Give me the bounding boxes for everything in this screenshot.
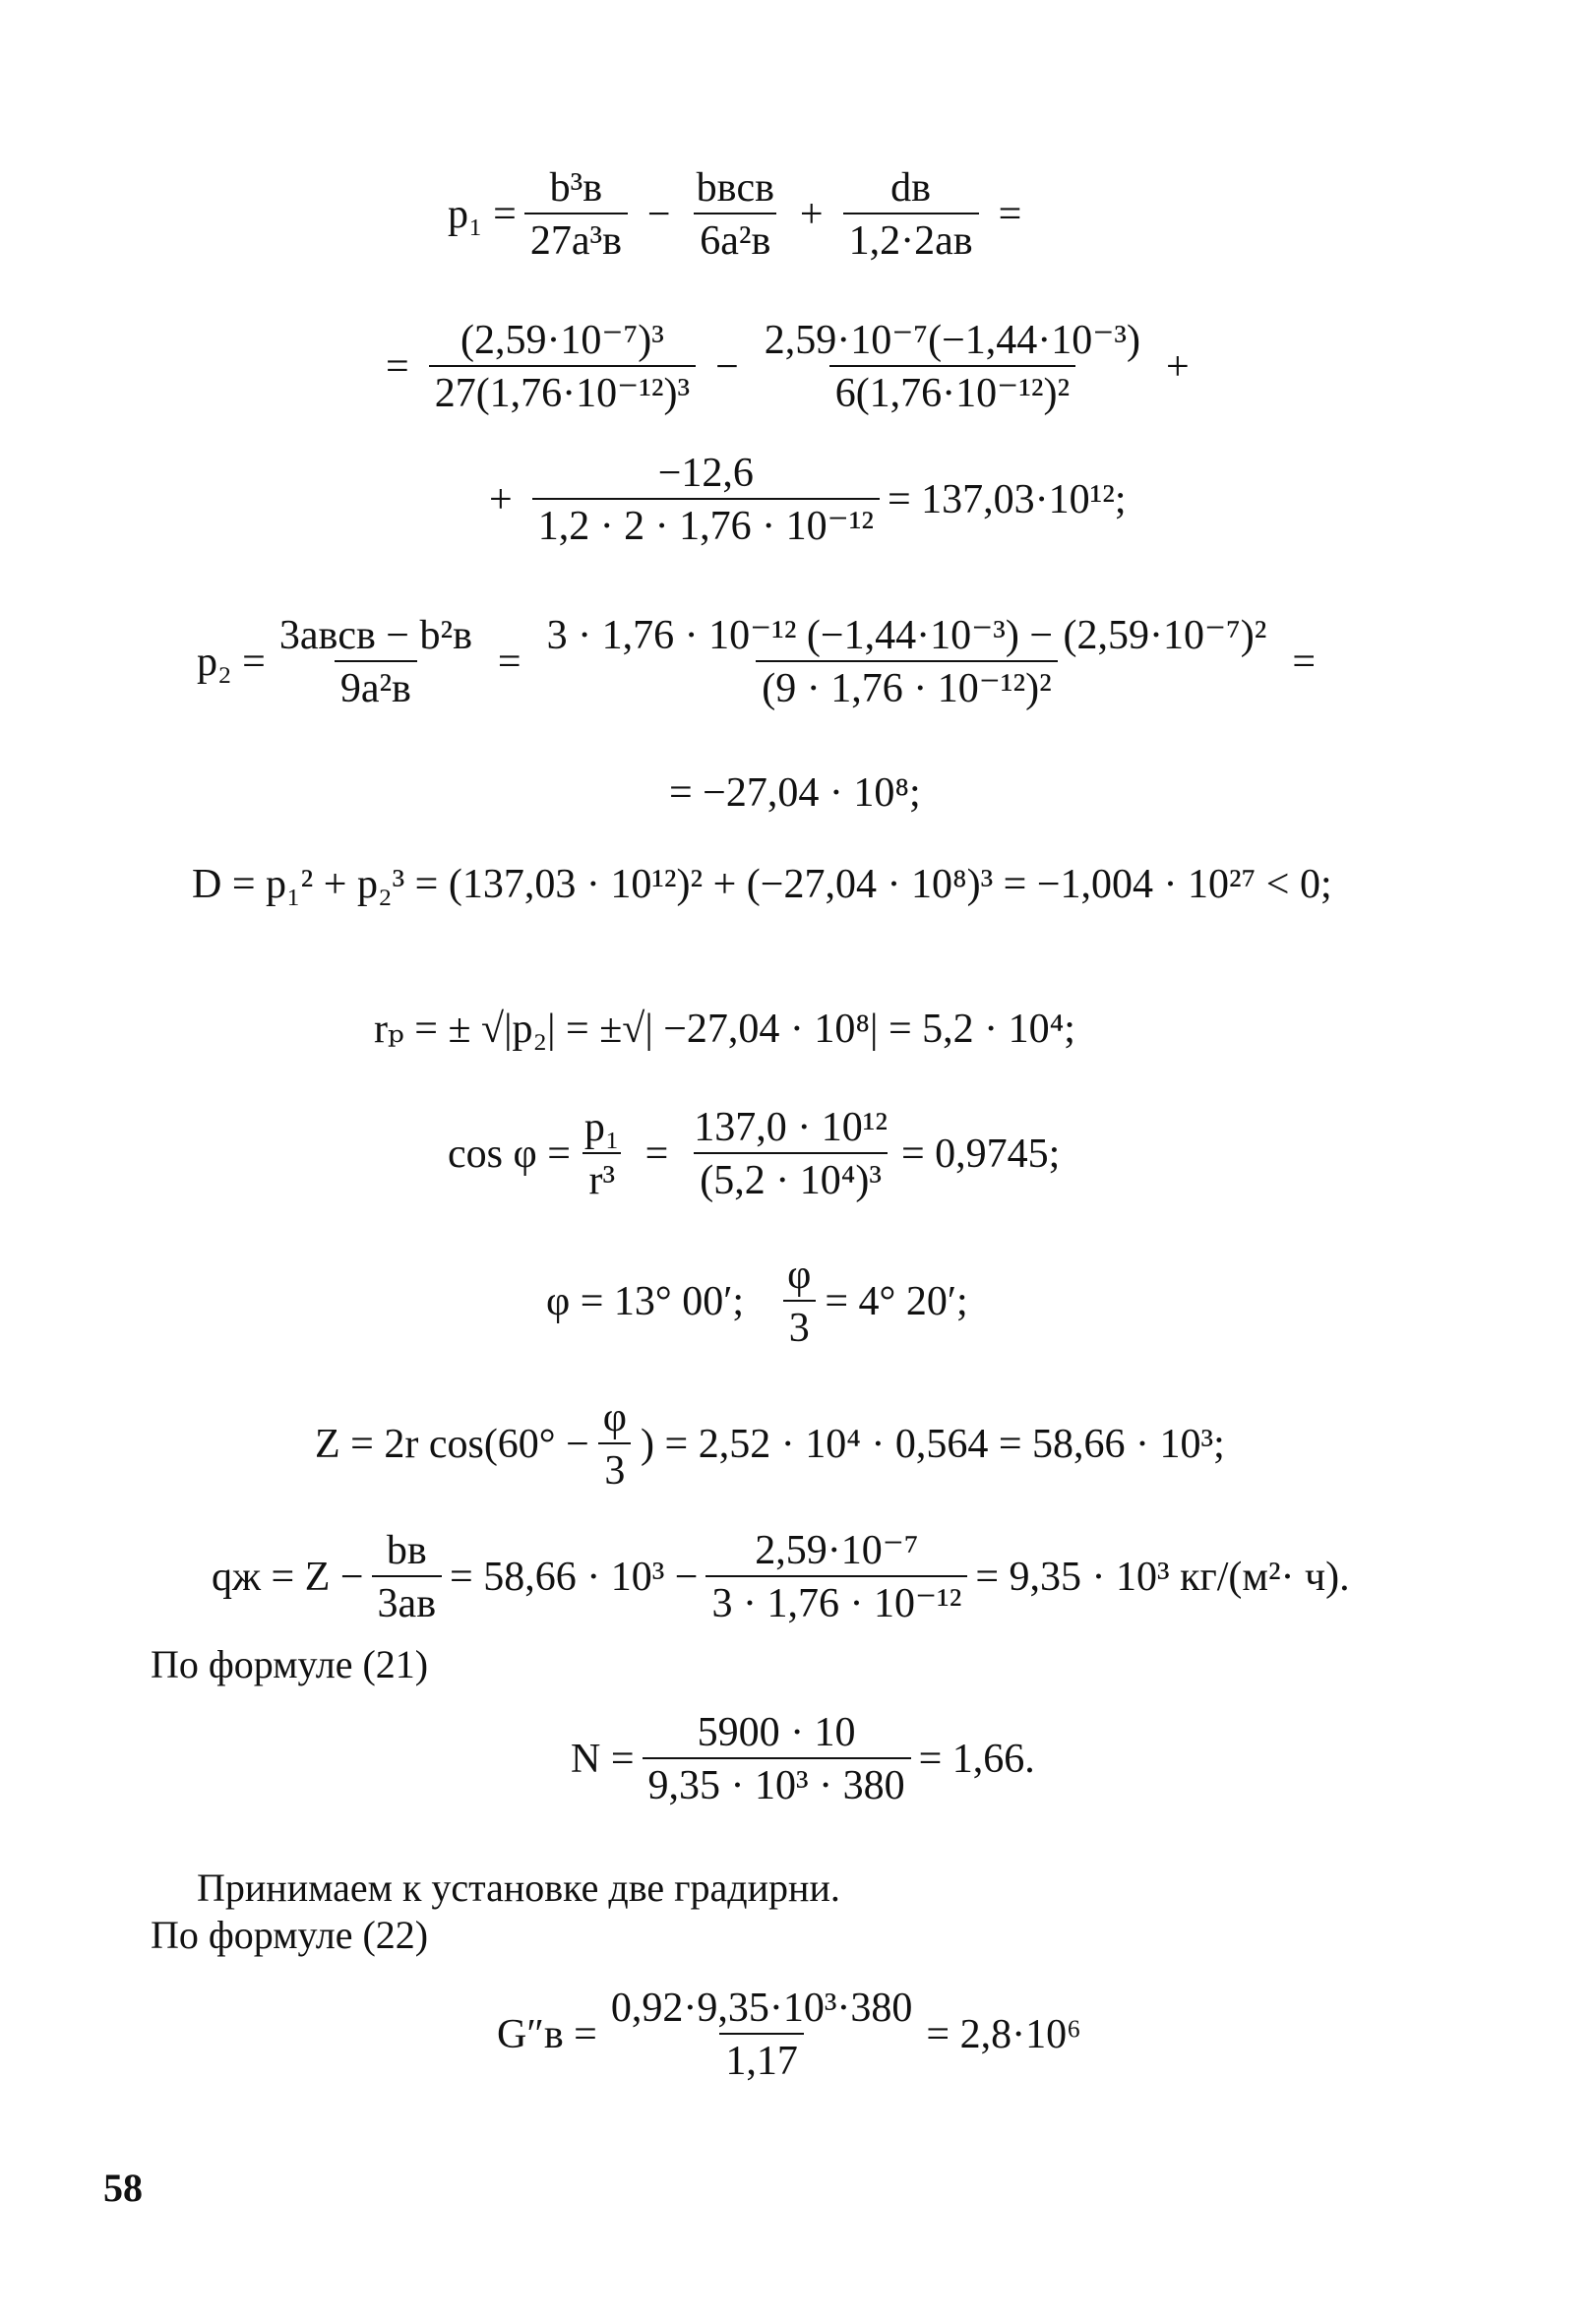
fraction: $\frac{\varphi}{3}$ xyxy=(597,1397,633,1492)
eq-p1-line1: p₁ = $\frac{\text{b³в}}{\text{27a³в}}$ − $\frac{\text{bвcв}}{\text{6a²в}}$ + $\frac{dв}{1,2\cdot 2aв}$ = xyxy=(448,165,1022,264)
p1-result: = 137,03·10¹²; xyxy=(888,477,1127,522)
eq-phi: φ = 13° 00′; $\frac{\varphi}{3}$ = 4° 20′; xyxy=(546,1253,968,1351)
eq-rp: rₚ = ± √|p₂| = ±√| −27,04 · 10⁸| = 5,2 · 10⁴; xyxy=(374,1007,1075,1052)
p1-lhs: p₁ = xyxy=(448,192,517,237)
fraction: $\frac{\text{b³в}}{\text{27a³в}}$ xyxy=(524,167,628,262)
fraction: $\frac{\text{(2,59·10⁻⁷)³}}{\text{27(1,76·10⁻¹²)³}}$ xyxy=(429,320,696,414)
eq-z: Z = 2r cos(60° − $\frac{\varphi}{3}$ ) = 2,52 · 10⁴ · 0,564 = 58,66 · 10³; xyxy=(315,1395,1225,1494)
eq-discriminant: D = p₁² + p₂³ = (137,03 · 10¹²)² + (−27,04 · 10⁸)³ = −1,004 · 10²⁷ < 0; xyxy=(192,862,1332,907)
fraction: $\frac{\text{0,92·9,35·10³·380}}{1,17}$ xyxy=(610,1986,913,2084)
text-formula-22: По формуле (22) xyxy=(151,1913,429,1957)
eq-p2: p₂ = $\frac{\text{3aвcв − b²в}}{\text{9a²в}}$ = $\frac{\text{3 · 1,76 · 10⁻¹² (−1,44·10⁻³) − (2,59·10⁻⁷)²}}{\text{(9 · 1,76 · 10⁻¹²)²}}$ = xyxy=(197,613,1317,711)
text-formula-21: По формуле (21) xyxy=(151,1642,429,1686)
fraction: $\frac{\text{bвcв}}{\text{6a²в}}$ xyxy=(691,167,780,262)
eq-q-liquid: qж = Z − $\frac{bв}{3aв}$ = 58,66 · 10³ − $\frac{\text{2,59·10⁻⁷}}{\text{3 · 1,76 · 10⁻¹²}}$ = 9,35 · 10³ кг/(м²· ч). xyxy=(212,1528,1350,1626)
fraction: $\frac{5900 \cdot 10}{\text{9,35 · 10³ · 380}}$ xyxy=(643,1712,911,1806)
fraction: $\frac{\text{137,0 · 10¹²}}{\text{(5,2 · 10⁴)³}}$ xyxy=(694,1105,888,1203)
fraction: $\frac{\text{3aвcв − b²в}}{\text{9a²в}}$ xyxy=(278,613,472,711)
eq-g: G″в = $\frac{\text{0,92·9,35·10³·380}}{1,17}$ = 2,8·10⁶ xyxy=(497,1986,1081,2084)
fraction: $\frac{\text{p₁}}{\text{r³}}$ xyxy=(583,1105,620,1203)
fraction: $\frac{\text{2,59·10⁻⁷}}{\text{3 · 1,76 · 10⁻¹²}}$ xyxy=(705,1530,967,1624)
text-accept: Принимаем к установке две градирни. xyxy=(197,1865,840,1910)
fraction: $\frac{\text{3 · 1,76 · 10⁻¹² (−1,44·10⁻³) − (2,59·10⁻⁷)²}}{\text{(9 · 1,76 · 10⁻¹²)²}}$ xyxy=(546,613,1267,711)
fraction: $\frac{\varphi}{3}$ xyxy=(781,1254,817,1349)
fraction: $\frac{-12,6}{\text{1,2 · 2 · 1,76 · 10⁻¹²}}$ xyxy=(532,453,880,547)
eq-cos-phi: cos φ = $\frac{\text{p₁}}{\text{r³}}$ = $\frac{\text{137,0 · 10¹²}}{\text{(5,2 · 10⁴)³}}$ = 0,9745; xyxy=(448,1105,1061,1203)
eq-p1-line3: + $\frac{-12,6}{\text{1,2 · 2 · 1,76 · 10⁻¹²}}$ = 137,03·10¹²; xyxy=(489,451,1127,549)
page-number: 58 xyxy=(103,2166,143,2210)
eq-n: N = $\frac{5900 \cdot 10}{\text{9,35 · 10³ · 380}}$ = 1,66. xyxy=(571,1710,1035,1808)
fraction: $\frac{bв}{3aв}$ xyxy=(372,1530,442,1624)
fraction: $\frac{\text{2,59·10⁻⁷(−1,44·10⁻³)}}{\text{6(1,76·10⁻¹²)²}}$ xyxy=(764,318,1140,416)
eq-p1-line2: = $\frac{\text{(2,59·10⁻⁷)³}}{\text{27(1,76·10⁻¹²)³}}$ − $\frac{\text{2,59·10⁻⁷(−1,44·10⁻³)}}{\text{6(1,76·10⁻¹²)²}}$ + xyxy=(386,318,1190,416)
p2-lhs: p₂ = xyxy=(197,640,266,685)
fraction: $\frac{dв}{1,2\cdot 2aв}$ xyxy=(843,167,979,262)
p2-result: = −27,04 · 10⁸; xyxy=(669,770,921,816)
